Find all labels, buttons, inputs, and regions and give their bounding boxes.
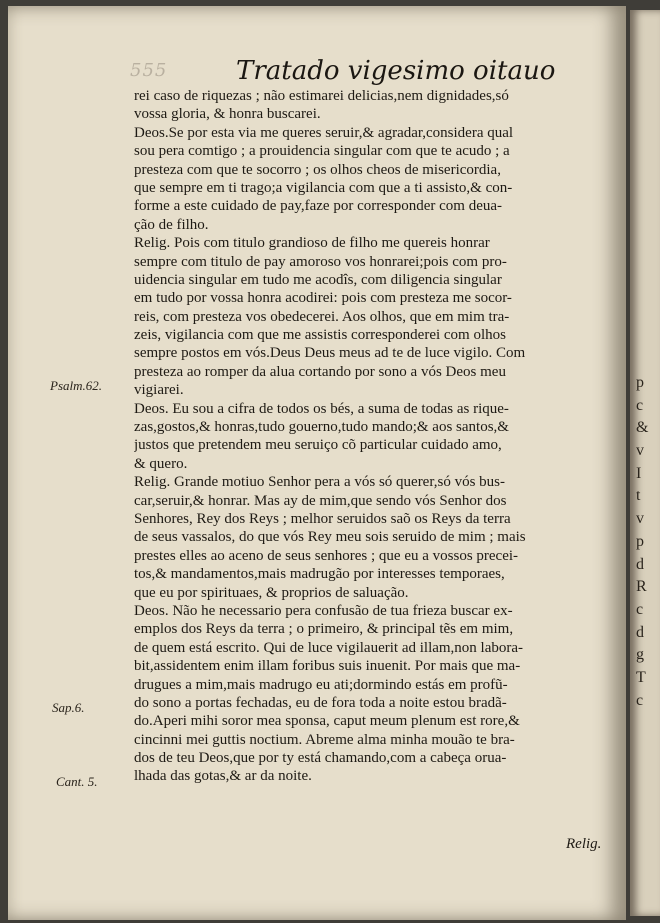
text-line: Deos. Não he necessario pera confusão de tua frieza buscar ex- [134,602,513,619]
running-title: Tratado vigesimo oitauo [236,56,556,86]
text-line: Deos.Se por esta via me queres seruir,& agradar,considera qual [134,124,514,141]
margin-note-canticum: Cant. 5. [56,774,98,789]
edge-letter: v [636,442,644,460]
text-line: cincinni mei guttis noctium. Abreme alma minha mouão te bra- [134,731,515,748]
edge-letter: g [636,646,644,664]
text-line: uidencia singular em tudo me acodîs, com diligencia singular [134,271,502,288]
text-line: vossa gloria, & honra buscarei. [134,106,321,123]
text-line: do sono a portas fechadas, eu de fora toda a noite estou bradã- [134,694,507,711]
margin-note-psalm: Psalm.62. [50,378,102,393]
text-line: car,seruir,& honrar. Mas ay de mim,que sendo vós Senhor dos [134,492,507,509]
body-text [134,87,614,786]
margin-note-sapientia: Sap.6. [52,700,85,715]
text-line: que eu por spirituaes, & proprios de saluação. [134,584,409,601]
text-line: zas,gostos,& honras,tudo gouerno,tudo mando;& aos santos,& [134,419,509,436]
text-line: rei caso de riquezas ; não estimarei delicias,nem dignidades,só [134,88,509,104]
edge-letter: I [636,464,642,482]
edge-letter: T [636,668,646,686]
edge-letter: c [636,600,644,618]
text-line: reis, com presteza vos obedecerei. Aos olhos, que em mim tra- [134,308,510,325]
text-line: sempre postos em vós.Deus Deus meus ad te de luce vigilo. Com [134,345,526,362]
text-line: Relig. Grande motiuo Senhor pera a vós só querer,só vós bus- [134,474,505,491]
text-line: Senhores, Rey dos Reys ; melhor seruidos saõ os Reys da terra [134,510,511,527]
edge-letter: c [636,396,644,414]
text-line: lhada das gotas,& ar da noite. [134,768,312,785]
text-line: Deos. Eu sou a cifra de todos os bés, a suma de todas as rique- [134,400,509,417]
text-line: emplos dos Reys da terra ; o primeiro, & principal tẽs em mim, [134,621,514,638]
adjacent-page-letters [636,372,658,712]
edge-letter: & [636,419,649,437]
text-line: que sempre em ti trago;a vigilancia com que a ti assisto,& con- [134,179,513,196]
text-line: forme a este cuidado de pay,faze por corresponder com deua- [134,198,503,215]
text-line: sou pera comtigo ; a prouidencia singular com que te acudo ; a [134,143,510,160]
text-line: bit,assidentem enim illam foribus suis inuenit. Por mais que ma- [134,658,521,675]
edge-letter: p [636,374,644,391]
edge-letter: v [636,510,644,528]
text-line: zeis, vigilancia com que me assistis corresponderei com olhos [134,327,506,344]
text-line: justos que pretendem meu seruiço cõ particular cuidado amo, [134,437,502,454]
text-line: do.Aperi mihi soror mea sponsa, caput meum plenum est rore,& [134,713,520,730]
text-line: dos de teu Deos,que por ty está chamando,com a cabeça orua- [134,750,507,767]
text-line: prestes elles ao aceno de seus senhores ; que eu a vossos precei- [134,547,519,564]
text-line: tos,& mandamentos,mais madrugão por interesses temporaes, [134,566,505,583]
text-line: ção de filho. [134,216,209,233]
text-line: presteza ao romper da alua cortando por sono a vós Deos meu [134,363,506,380]
edge-letter: d [636,555,644,573]
text-line: Relig. Pois com titulo grandioso de filho me quereis honrar [134,235,490,252]
catchword: Relig. [566,836,602,852]
text-line: sempre com titulo de pay amoroso vos honrarei;pois com pro- [134,253,507,270]
text-line: vigiarei. [134,382,184,399]
edge-letter: d [636,623,644,641]
text-line: drugues a mim,mais madrugo eu ati;dormindo estás em profũ- [134,676,508,693]
edge-letter: R [636,578,647,596]
edge-letter: c [636,691,644,709]
edge-letter: p [636,532,644,550]
edge-letter: t [636,487,641,505]
page-number: 555 [130,60,168,81]
text-line: presteza com que te socorro ; os olhos cheos de misericordia, [134,161,501,178]
text-line: & quero. [134,455,188,472]
text-line: de seus vassalos, do que vós Rey meu sois seruido de mim ; mais [134,529,526,546]
text-line: em tudo por vossa honra acodirei: pois com presteza me socor- [134,290,512,307]
text-line: de quem está escrito. Qui de luce vigilauerit ad illam,non labora- [134,639,524,656]
